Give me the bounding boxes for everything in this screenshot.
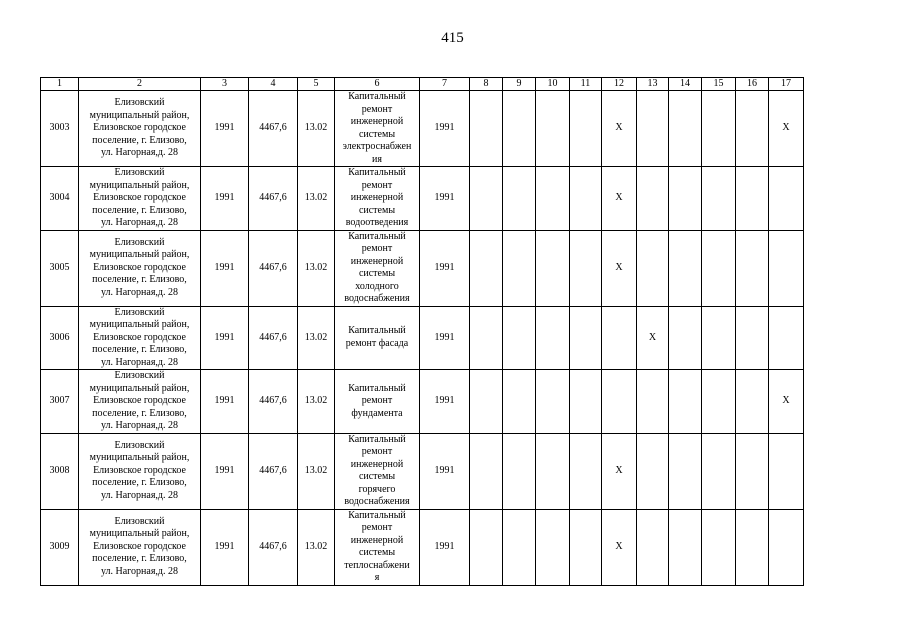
address-line: муниципальный район, [89, 319, 190, 330]
mark-cell [669, 230, 702, 306]
work-type-line: ремонт [361, 522, 393, 533]
address-cell [79, 370, 201, 434]
code-cell: 13.02 [298, 370, 335, 434]
plan-year-cell: 1991 [420, 91, 470, 167]
mark-cell [669, 306, 702, 370]
plan-year-cell: 1991 [420, 167, 470, 231]
address-line: муниципальный район, [89, 452, 190, 464]
address-line: Елизовское городское [93, 540, 186, 552]
code-cell: 13.02 [298, 167, 335, 231]
mark-cell [570, 91, 602, 167]
mark-cell [669, 433, 702, 509]
work-type-line: ремонт [361, 446, 393, 457]
address-cell [79, 230, 201, 306]
address-line: муниципальный район, [89, 249, 190, 261]
mark-cell [536, 230, 570, 306]
address-line: Елизовский [114, 370, 165, 381]
mark-cell [570, 433, 602, 509]
area-cell: 4467,6 [249, 509, 298, 585]
work-type-line: Капитальный [348, 325, 406, 337]
address-line: Елизовское городское [93, 464, 186, 476]
row-id-cell: 3003 [41, 91, 79, 167]
mark-cell [470, 509, 503, 585]
mark-cell [769, 509, 804, 585]
address-line: поселение, г. Елизово, [92, 477, 187, 489]
table-row [41, 306, 804, 370]
address-line: ул. Нагорная,д. 28 [100, 217, 179, 228]
mark-cell [602, 370, 637, 434]
code-cell: 13.02 [298, 509, 335, 585]
work-type-line: Капитальный [348, 167, 406, 178]
work-type-line: я [374, 572, 380, 583]
area-cell: 4467,6 [249, 230, 298, 306]
address-line: поселение, г. Елизово, [92, 407, 187, 419]
column-header: 11 [570, 78, 602, 91]
mark-cell [536, 91, 570, 167]
year-cell: 1991 [201, 433, 249, 509]
plan-year-cell: 1991 [420, 306, 470, 370]
work-type-line: водоснабжения [344, 293, 410, 304]
mark-cell [470, 167, 503, 231]
work-type-line: водоотведения [345, 217, 409, 228]
column-header: 2 [79, 78, 201, 91]
address-line: Елизовский [114, 306, 165, 318]
work-type-line: системы [358, 128, 396, 140]
address-cell [79, 509, 201, 585]
address-line: ул. Нагорная,д. 28 [100, 489, 179, 501]
mark-cell [669, 509, 702, 585]
column-header: 10 [536, 78, 570, 91]
address-line: ул. Нагорная,д. 28 [100, 420, 179, 431]
mark-cell [736, 509, 769, 585]
work-type-line: ремонт [361, 243, 393, 254]
work-type-line: Капитальный [348, 509, 406, 521]
address-line: Елизовское городское [93, 395, 186, 406]
year-cell: 1991 [201, 370, 249, 434]
work-type-cell [335, 370, 420, 434]
mark-cell [536, 509, 570, 585]
mark-cell [570, 370, 602, 434]
work-type-line: горячего [358, 483, 396, 495]
mark-cell [702, 370, 736, 434]
plan-year-cell: 1991 [420, 509, 470, 585]
address-line: ул. Нагорная,д. 28 [100, 356, 179, 368]
column-header: 1 [41, 78, 79, 91]
mark-cell [503, 433, 536, 509]
mark-cell [470, 306, 503, 370]
work-type-line: ремонт [361, 179, 393, 191]
table-row [41, 433, 804, 509]
column-header: 13 [637, 78, 669, 91]
row-id-cell: 3004 [41, 167, 79, 231]
address-line: поселение, г. Елизово, [92, 204, 187, 216]
mark-cell: X [602, 91, 637, 167]
area-cell: 4467,6 [249, 370, 298, 434]
mark-cell [470, 433, 503, 509]
page-number: 415 [441, 30, 464, 46]
work-type-cell [335, 167, 420, 231]
row-id-cell: 3009 [41, 509, 79, 585]
mark-cell [470, 91, 503, 167]
address-line: Елизовское городское [93, 192, 186, 203]
year-cell: 1991 [201, 91, 249, 167]
address-line: муниципальный район, [89, 109, 190, 121]
mark-cell [669, 91, 702, 167]
mark-cell [570, 167, 602, 231]
work-type-cell [335, 230, 420, 306]
mark-cell [736, 433, 769, 509]
row-id-cell: 3007 [41, 370, 79, 434]
mark-cell [637, 509, 669, 585]
work-type-line: системы [358, 204, 396, 216]
address-line: поселение, г. Елизово, [92, 134, 187, 146]
mark-cell [503, 306, 536, 370]
mark-cell [769, 230, 804, 306]
address-line: ул. Нагорная,д. 28 [100, 147, 179, 159]
work-type-line: Капитальный [348, 91, 406, 102]
header-row [41, 78, 804, 91]
work-type-line: системы [358, 471, 396, 482]
address-line: муниципальный район, [89, 179, 190, 191]
mark-cell [637, 433, 669, 509]
area-cell: 4467,6 [249, 433, 298, 509]
mark-cell [736, 306, 769, 370]
column-header: 16 [736, 78, 769, 91]
mark-cell [536, 306, 570, 370]
mark-cell [769, 167, 804, 231]
mark-cell [570, 230, 602, 306]
mark-cell [736, 370, 769, 434]
work-type-line: ремонт фасада [345, 337, 409, 349]
address-line: муниципальный район, [89, 382, 190, 394]
work-type-line: ремонт [361, 395, 393, 406]
address-cell [79, 433, 201, 509]
mark-cell: X [602, 167, 637, 231]
address-cell [79, 91, 201, 167]
code-cell: 13.02 [298, 433, 335, 509]
address-cell [79, 306, 201, 370]
mark-cell: X [602, 433, 637, 509]
work-type-cell [335, 306, 420, 370]
mark-cell [503, 370, 536, 434]
address-line: поселение, г. Елизово, [92, 344, 187, 355]
work-type-line: инженерной [350, 116, 404, 127]
table-row [41, 509, 804, 585]
mark-cell [503, 91, 536, 167]
code-cell: 13.02 [298, 91, 335, 167]
work-type-cell [335, 433, 420, 509]
plan-year-cell: 1991 [420, 433, 470, 509]
column-header: 3 [201, 78, 249, 91]
mark-cell: X [769, 370, 804, 434]
mark-cell [602, 306, 637, 370]
mark-cell [736, 167, 769, 231]
mark-cell [470, 370, 503, 434]
mark-cell [503, 167, 536, 231]
work-type-cell [335, 91, 420, 167]
mark-cell [769, 306, 804, 370]
address-line: Елизовский [114, 515, 165, 527]
work-type-line: Капитальный [348, 382, 406, 394]
work-type-line: системы [358, 268, 396, 279]
work-type-cell [335, 509, 420, 585]
column-header: 17 [769, 78, 804, 91]
column-header: 7 [420, 78, 470, 91]
table-row [41, 370, 804, 434]
mark-cell [637, 91, 669, 167]
area-cell: 4467,6 [249, 91, 298, 167]
column-header: 15 [702, 78, 736, 91]
work-type-line: электроснабжен [342, 141, 412, 152]
mark-cell [702, 91, 736, 167]
work-type-line: фундамента [351, 407, 403, 419]
mark-cell [736, 230, 769, 306]
mark-cell [503, 230, 536, 306]
mark-cell [503, 509, 536, 585]
column-header: 6 [335, 78, 420, 91]
table-body [41, 91, 804, 586]
data-table [40, 77, 804, 586]
table-row [41, 167, 804, 231]
mark-cell [702, 167, 736, 231]
mark-cell [702, 433, 736, 509]
column-header: 4 [249, 78, 298, 91]
mark-cell [536, 433, 570, 509]
work-type-line: инженерной [350, 534, 404, 546]
mark-cell [736, 91, 769, 167]
year-cell: 1991 [201, 230, 249, 306]
mark-cell: X [637, 306, 669, 370]
address-line: Елизовский [114, 236, 165, 248]
mark-cell [702, 509, 736, 585]
column-header: 9 [503, 78, 536, 91]
work-type-line: инженерной [350, 255, 404, 267]
work-type-line: ия [372, 153, 382, 165]
address-line: Елизовский [114, 97, 165, 109]
address-line: Елизовское городское [93, 122, 186, 134]
row-id-cell: 3005 [41, 230, 79, 306]
work-type-line: Капитальный [348, 433, 406, 445]
address-line: Елизовское городское [93, 331, 186, 343]
plan-year-cell: 1991 [420, 370, 470, 434]
area-cell: 4467,6 [249, 167, 298, 231]
address-line: ул. Нагорная,д. 28 [100, 565, 179, 577]
address-line: ул. Нагорная,д. 28 [100, 286, 179, 298]
mark-cell [702, 306, 736, 370]
column-header: 14 [669, 78, 702, 91]
plan-year-cell: 1991 [420, 230, 470, 306]
mark-cell [669, 370, 702, 434]
mark-cell [637, 370, 669, 434]
year-cell: 1991 [201, 509, 249, 585]
work-type-line: системы [358, 547, 396, 558]
mark-cell [570, 306, 602, 370]
address-line: муниципальный район, [89, 528, 190, 540]
table-row [41, 230, 804, 306]
address-line: Елизовский [114, 167, 165, 178]
mark-cell: X [769, 91, 804, 167]
mark-cell [470, 230, 503, 306]
mark-cell [669, 167, 702, 231]
table-row [41, 91, 804, 167]
address-line: Елизовское городское [93, 261, 186, 273]
mark-cell: X [602, 509, 637, 585]
work-type-line: ремонт [361, 103, 393, 115]
address-line: Елизовский [114, 439, 165, 451]
row-id-cell: 3008 [41, 433, 79, 509]
mark-cell [570, 509, 602, 585]
mark-cell [637, 230, 669, 306]
mark-cell: X [602, 230, 637, 306]
mark-cell [769, 433, 804, 509]
mark-cell [637, 167, 669, 231]
work-type-line: инженерной [350, 458, 404, 470]
code-cell: 13.02 [298, 230, 335, 306]
column-header: 5 [298, 78, 335, 91]
address-cell [79, 167, 201, 231]
area-cell: 4467,6 [249, 306, 298, 370]
work-type-line: инженерной [350, 192, 404, 203]
year-cell: 1991 [201, 167, 249, 231]
mark-cell [702, 230, 736, 306]
row-id-cell: 3006 [41, 306, 79, 370]
code-cell: 13.02 [298, 306, 335, 370]
column-header: 8 [470, 78, 503, 91]
work-type-line: Капитальный [348, 230, 406, 242]
address-line: поселение, г. Елизово, [92, 274, 187, 286]
mark-cell [536, 167, 570, 231]
work-type-line: водоснабжения [344, 496, 410, 507]
year-cell: 1991 [201, 306, 249, 370]
work-type-line: теплоснабжени [344, 559, 410, 571]
mark-cell [536, 370, 570, 434]
work-type-line: холодного [355, 280, 399, 292]
address-line: поселение, г. Елизово, [92, 553, 187, 565]
column-header: 12 [602, 78, 637, 91]
